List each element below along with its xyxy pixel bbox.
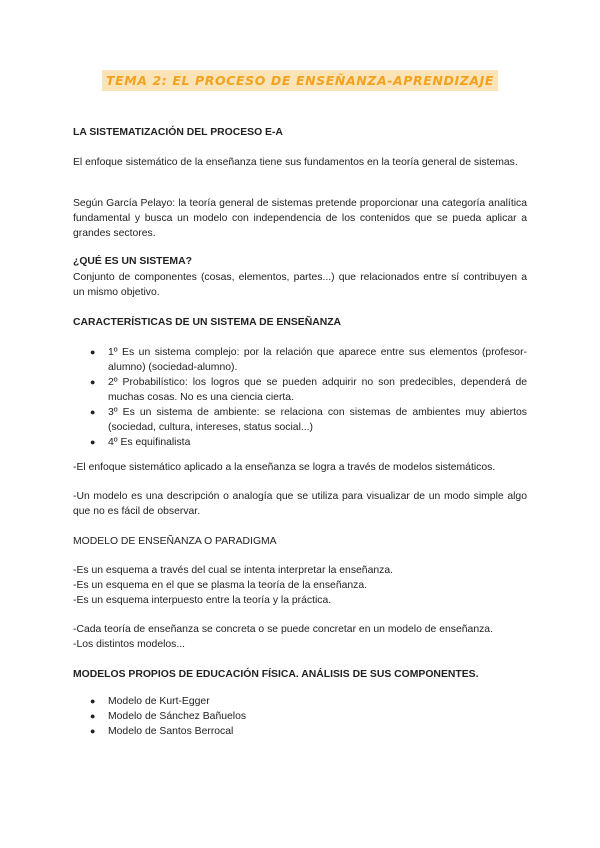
paradigma-line: -Los distintos modelos... <box>73 639 186 650</box>
list-item <box>90 405 527 435</box>
paragraph-garcia-pelayo: Según García Pelayo: la teoría general de sistemas pretende proporcionar una categoría analítica fundamental y busca un modelo con independencia de los contenidos que se pueda aplicar a grandes sectores. <box>73 198 527 239</box>
title-wrapper <box>0 70 600 91</box>
list-item <box>90 694 527 709</box>
list-item <box>90 709 527 724</box>
list-item-text: Modelo de Sánchez Bañuelos <box>108 711 247 722</box>
bullet-icon: ● <box>90 437 96 447</box>
paragraph-enfoque-aplicado: -El enfoque sistemático aplicado a la enseñanza se logra a través de modelos sistemáticos. <box>73 462 496 473</box>
section-heading-sistematizacion: LA SISTEMATIZACIÓN DEL PROCESO E-A <box>73 127 283 138</box>
list-item <box>90 345 527 375</box>
paradigma-line: -Cada teoría de enseñanza se concreta o se puede concretar en un modelo de enseñanza. <box>73 624 493 635</box>
list-item-text: Modelo de Santos Berrocal <box>108 726 234 737</box>
paragraph-modelo-descripcion: -Un modelo es una descripción o analogía que se utiliza para visualizar de un modo simple algo que no es fácil de observar. <box>73 491 527 517</box>
paradigma-line: -Es un esquema en el que se plasma la teoría de la enseñanza. <box>73 580 368 591</box>
bullet-icon: ● <box>90 377 96 387</box>
paragraph-enfoque-sistematico: El enfoque sistemático de la enseñanza tiene sus fundamentos en la teoría general de sistemas. <box>73 157 518 168</box>
list-item <box>90 724 527 739</box>
paradigma-line: -Es un esquema a través del cual se intenta interpretar la enseñanza. <box>73 565 393 576</box>
bullet-icon: ● <box>90 347 96 357</box>
list-item-text: 4º Es equifinalista <box>108 437 191 448</box>
bullet-icon: ● <box>90 696 96 706</box>
bullet-icon: ● <box>90 407 96 417</box>
section-heading-modelo-paradigma: MODELO DE ENSEÑANZA O PARADIGMA <box>73 536 277 547</box>
document-title: TEMA 2: EL PROCESO DE ENSEÑANZA-APRENDIZAJE <box>102 70 498 91</box>
list-item-text: 3º Es un sistema de ambiente: se relaciona con sistemas de ambientes muy abiertos (sociedad, cultura, intereses, status social...) <box>108 407 527 433</box>
list-item-text: 1º Es un sistema complejo: por la relación que aparece entre sus elementos (profesor-alumno) (sociedad-alumno). <box>108 347 527 373</box>
bullet-icon: ● <box>90 726 96 736</box>
bullet-icon: ● <box>90 711 96 721</box>
section-heading-caracteristicas: CARACTERÍSTICAS DE UN SISTEMA DE ENSEÑANZA <box>73 317 342 328</box>
list-item <box>90 435 527 450</box>
list-item-text: 2º Probabilístico: los logros que se pueden adquirir no son predecibles, dependerá de muchas cosas. No es una ciencia cierta. <box>108 377 527 403</box>
list-item <box>90 375 527 405</box>
list-item-text: Modelo de Kurt-Egger <box>108 696 210 707</box>
section-heading-que-es-sistema: ¿QUÉ ES UN SISTEMA? <box>73 256 192 267</box>
caracteristicas-list <box>90 345 527 450</box>
paradigma-line: -Es un esquema interpuesto entre la teoría y la práctica. <box>73 595 332 606</box>
paragraph-definicion-sistema: Conjunto de componentes (cosas, elementos, partes...) que relacionados entre sí contribuyen a un mismo objetivo. <box>73 272 527 298</box>
section-heading-modelos-ef: MODELOS PROPIOS DE EDUCACIÓN FÍSICA. ANÁLISIS DE SUS COMPONENTES. <box>73 669 479 680</box>
modelos-list <box>90 694 527 739</box>
